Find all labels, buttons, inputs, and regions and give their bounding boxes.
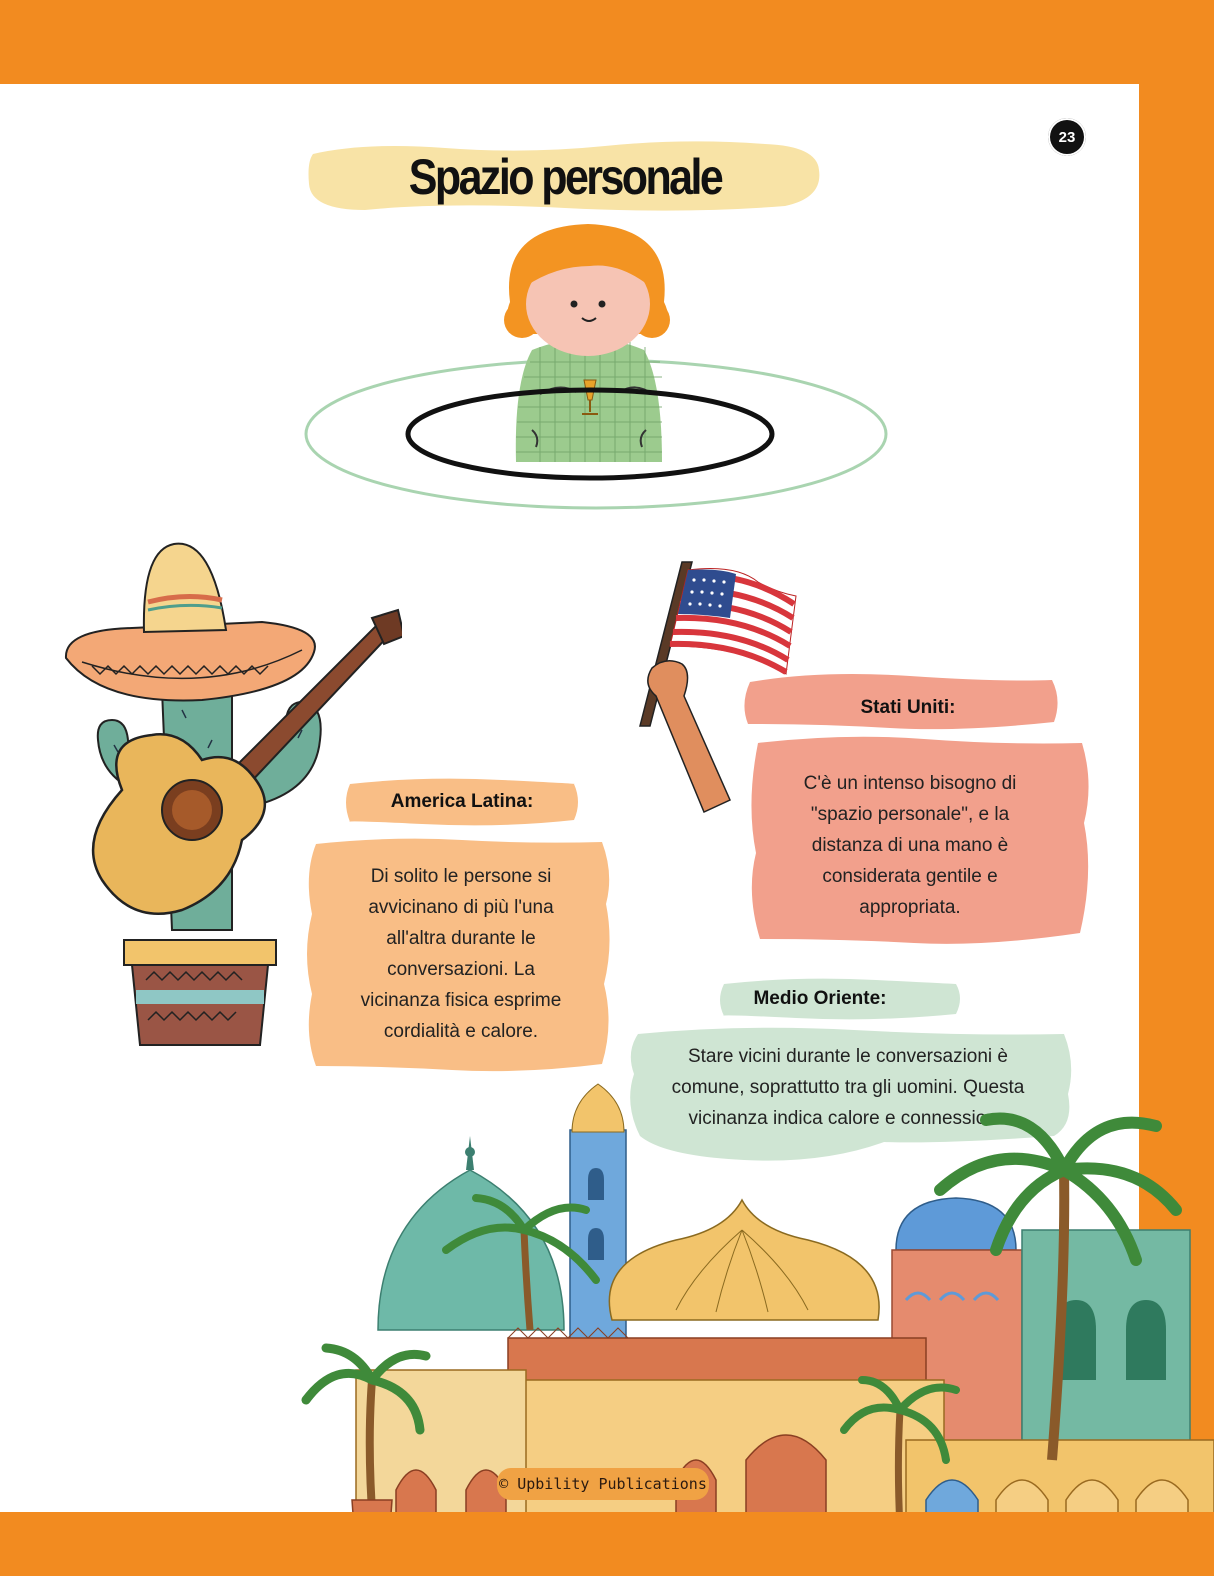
copyright-badge: © Upbility Publications: [497, 1468, 709, 1500]
us-flag: [670, 569, 796, 675]
middle-east-text: Stare vicini durante le conversazioni è comune, soprattutto tra gli uomini. Questa vicinanza indica calore e connessione: [671, 1045, 1025, 1129]
latin-america-text: Di solito le persone si avvicinano di più l'una all'altra durante le conversazioni. La vicinanza fisica esprime cordialità e calore.: [360, 866, 562, 1042]
page-number: 23: [1048, 118, 1086, 156]
middle-east-label: Medio Oriente:: [753, 988, 887, 1009]
girl-personal-space-illustration: [300, 222, 895, 517]
latin-america-label: America Latina:: [390, 791, 534, 812]
arm: [648, 661, 730, 812]
sombrero-crown: [144, 544, 226, 632]
green-dome: [378, 1170, 564, 1330]
page-frame-bottom: [0, 1512, 1214, 1576]
us-text: C'è un intenso bisogno di "spazio personale", e la distanza di una mano è considerata gentile e appropriata.: [803, 772, 1017, 918]
page-title: Spazio personale: [408, 149, 722, 205]
gold-dome: [609, 1200, 879, 1320]
middle-east-skyline-illustration: [296, 1080, 1214, 1576]
us-label: Stati Uniti:: [860, 697, 956, 718]
page-frame-top: [0, 0, 1214, 84]
